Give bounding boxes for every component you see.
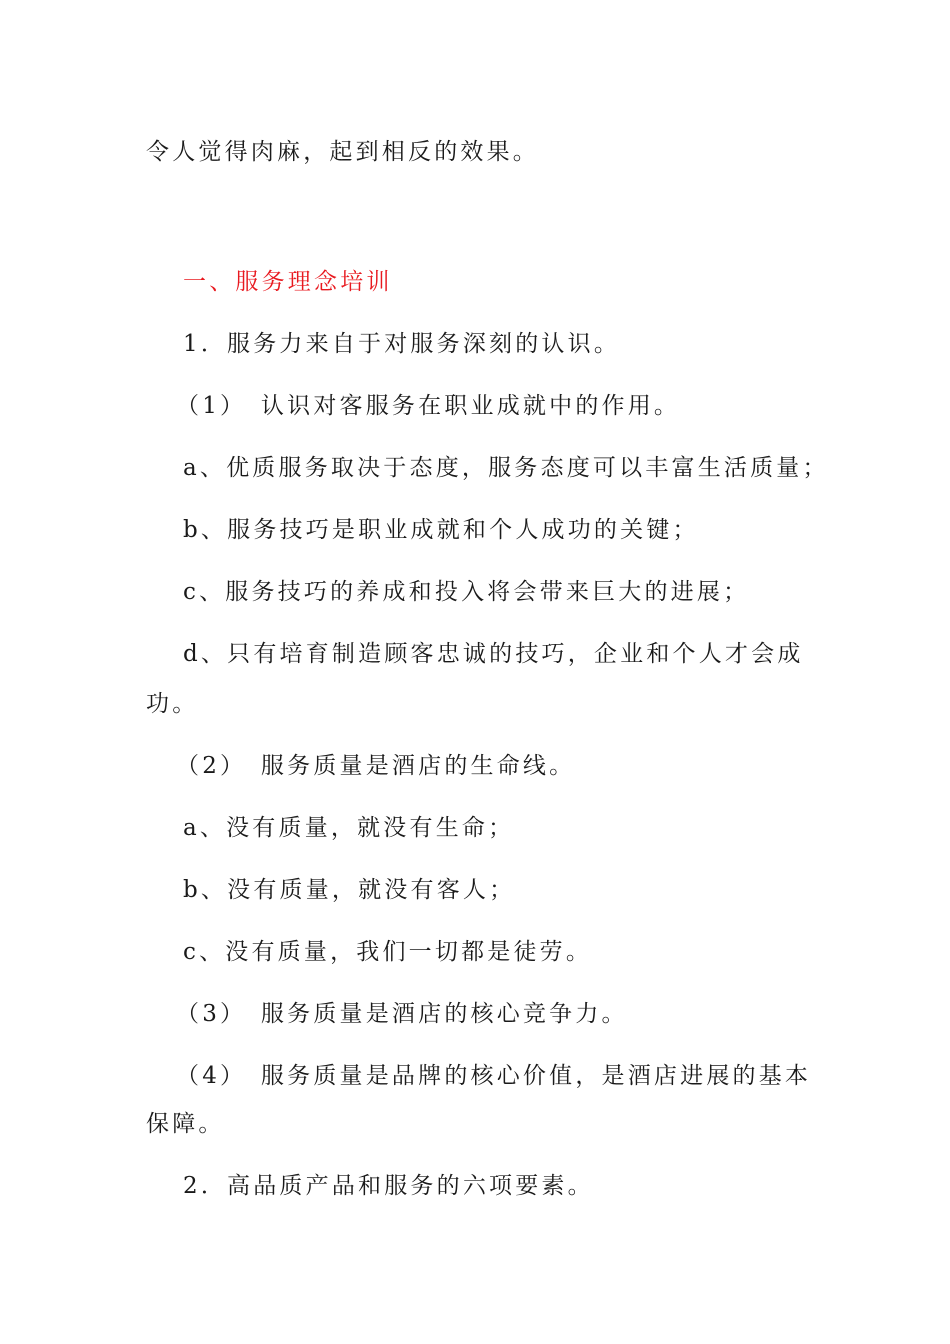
paragraph: （1） 认识对客服务在职业成就中的作用。 — [176, 393, 681, 419]
paragraph: 2．高品质产品和服务的六项要素。 — [183, 1173, 594, 1199]
paragraph: 1．服务力来自于对服务深刻的认识。 — [183, 331, 621, 357]
section-heading: 一、服务理念培训 — [183, 269, 393, 295]
continuation-text: 令人觉得肉麻，起到相反的效果。 — [146, 139, 539, 165]
paragraph: c、服务技巧的养成和投入将会带来巨大的进展； — [183, 579, 750, 605]
paragraph: d、只有培育制造顾客忠诚的技巧，企业和个人才会成 — [183, 641, 804, 667]
paragraph-continuation: 保障。 — [146, 1111, 225, 1137]
paragraph: c、没有质量，我们一切都是徒劳。 — [183, 939, 593, 965]
paragraph: a、优质服务取决于态度，服务态度可以丰富生活质量； — [183, 455, 829, 481]
paragraph: （4） 服务质量是品牌的核心价值，是酒店进展的基本 — [176, 1063, 812, 1089]
paragraph: b、服务技巧是职业成就和个人成功的关键； — [183, 517, 699, 543]
paragraph: b、没有质量，就没有客人； — [183, 877, 516, 903]
paragraph-continuation: 功。 — [146, 691, 199, 717]
paragraph: a、没有质量，就没有生命； — [183, 815, 515, 841]
paragraph: （2） 服务质量是酒店的生命线。 — [176, 753, 576, 779]
paragraph: （3） 服务质量是酒店的核心竞争力。 — [176, 1001, 628, 1027]
